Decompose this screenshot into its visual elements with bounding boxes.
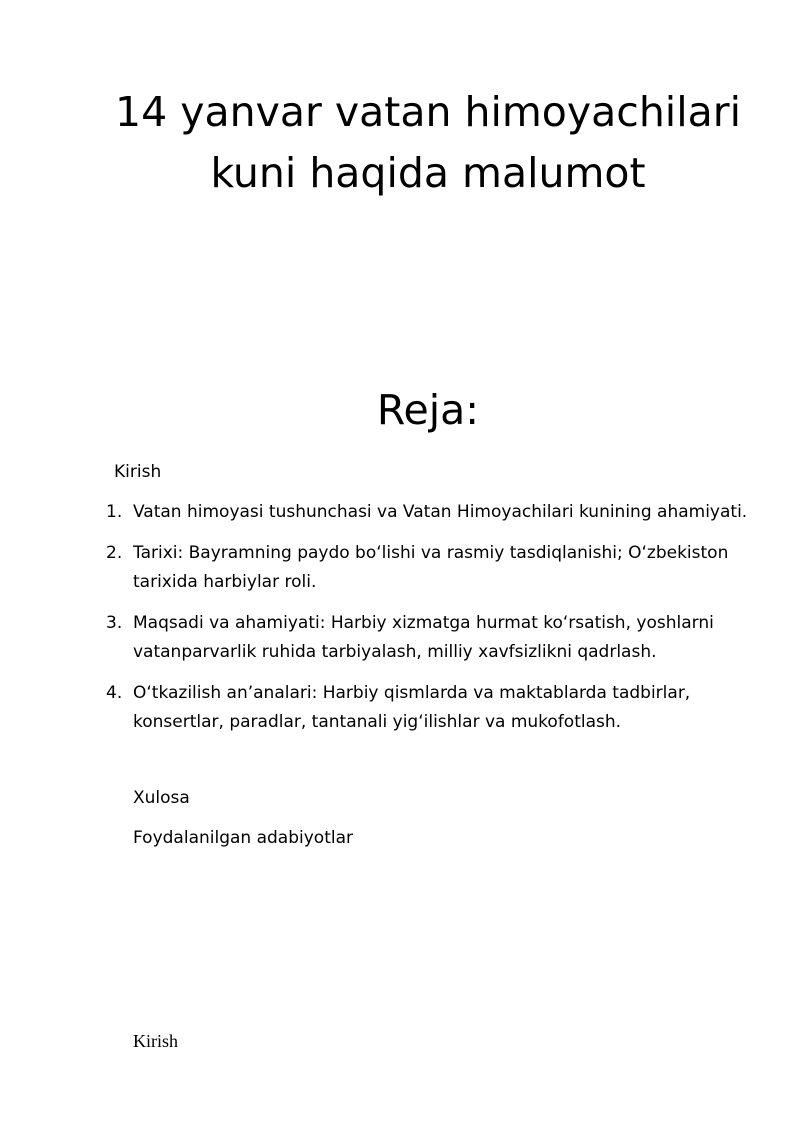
plan-heading: Reja: (376, 386, 480, 434)
plan-item-text: Maqsadi va ahamiyati: Harbiy xizmatga hurmat koʻrsatish, yoshlarni vatanparvarlik ruhida tarbiyalash, milliy xavfsizlikni qadrlash. (133, 613, 714, 662)
conclusion-label: Xulosa (133, 788, 190, 808)
intro-label: Kirish (114, 462, 162, 482)
plan-list (106, 498, 766, 749)
plan-item-number: 3. (106, 613, 123, 633)
plan-item-number: 2. (106, 543, 123, 563)
plan-item-text: Vatan himoyasi tushunchasi va Vatan Himoyachilari kunining ahamiyati. (133, 502, 748, 522)
plan-item-number: 4. (106, 683, 123, 703)
plan-item-text: Tarixi: Bayramning paydo boʻlishi va rasmiy tasdiqlanishi; Oʻzbekiston tarixida harbiylar roli. (133, 543, 729, 592)
plan-item-text: Oʻtkazilish anʼanalari: Harbiy qismlarda va maktablarda tadbirlar, konsertlar, paradlar, tantanali yigʻilishlar va mukofotlash. (133, 683, 691, 732)
plan-item-number: 1. (106, 502, 123, 522)
plan-item-4 (106, 679, 766, 737)
document-title: 14 yanvar vatan himoyachilari kuni haqida malumot (115, 88, 741, 197)
plan-item-2 (106, 539, 766, 597)
references-label: Foydalanilgan adabiyotlar (133, 828, 353, 848)
section-heading-intro: Kirish (133, 1031, 178, 1051)
plan-item-1 (106, 498, 766, 527)
plan-item-3 (106, 609, 766, 667)
